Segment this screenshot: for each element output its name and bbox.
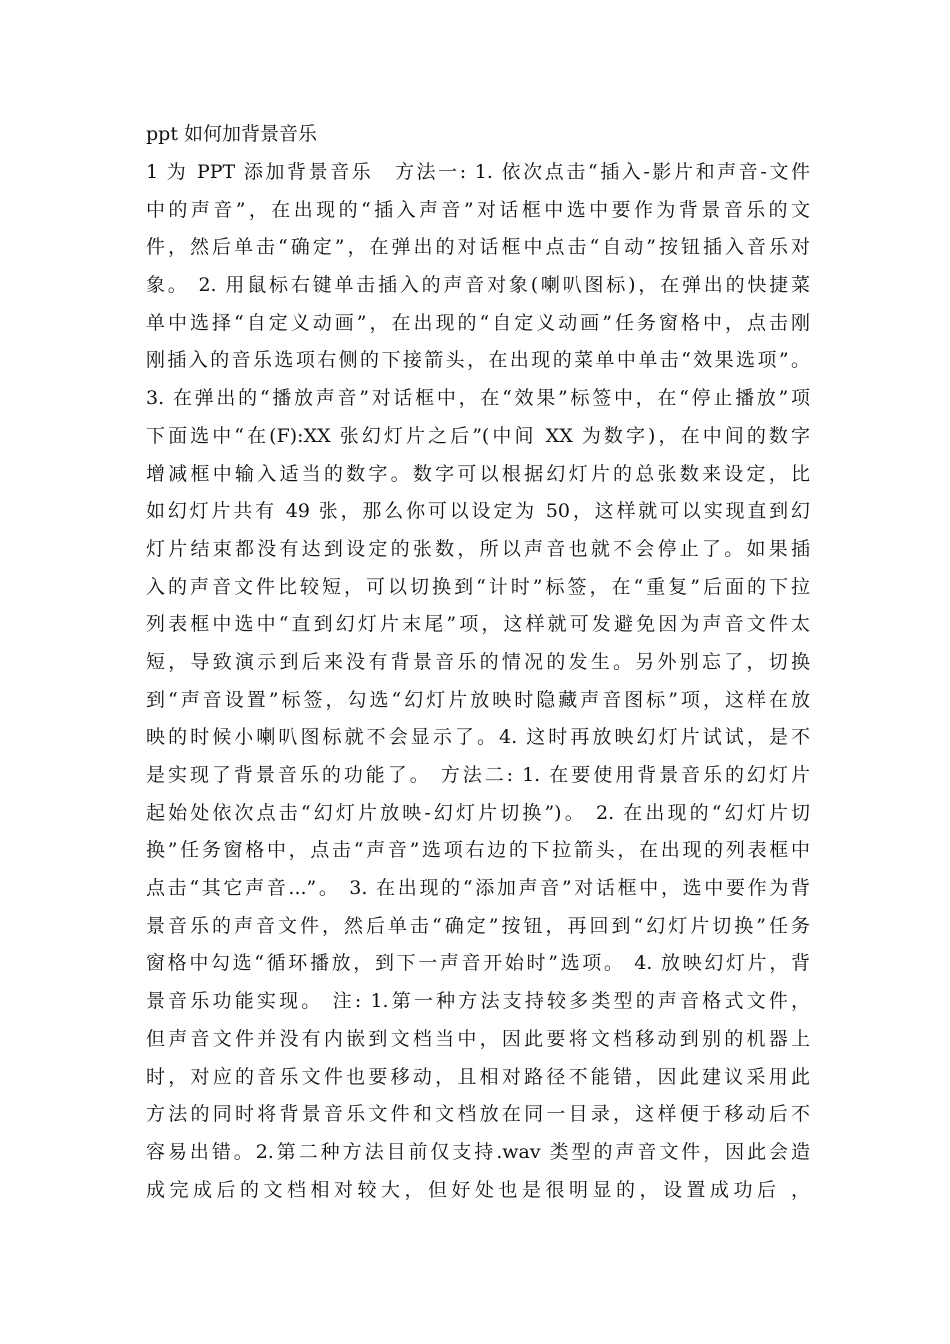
- document-line: 刚插入的音乐选项右侧的下接箭头，在出现的菜单中单击“效果选项”。: [146, 349, 810, 372]
- document-title: ppt 如何加背景音乐: [146, 123, 318, 145]
- document-line: 3. 在弹出的“播放声音”对话框中，在“效果”标签中，在“停止播放”项: [146, 387, 810, 410]
- document-line: 起始处依次点击“幻灯片放映-幻灯片切换”)。 2. 在出现的“幻灯片切: [146, 801, 810, 824]
- document-line: 1 为 PPT 添加背景音乐 方法一: 1. 依次点击“插入-影片和声音-文件: [146, 161, 810, 183]
- document-body: [146, 154, 810, 1209]
- document-line: 但声音文件并没有内嵌到文档当中，因此要将文档移动到别的机器上: [146, 1027, 810, 1050]
- document-line: 短，导致演示到后来没有背景音乐的情况的发生。另外别忘了，切换: [146, 650, 810, 673]
- document-line: 下面选中“在(F):XX 张幻灯片之后”(中间 XX 为数字)，在中间的数字: [146, 424, 810, 447]
- document-line: 景音乐功能实现。 注: 1.第一种方法支持较多类型的声音格式文件，: [146, 990, 810, 1013]
- document-line: 景音乐的声音文件，然后单击“确定”按钮，再回到“幻灯片切换”任务: [146, 914, 810, 937]
- document-line: 列表框中选中“直到幻灯片末尾”项，这样就可发避免因为声音文件太: [146, 613, 810, 636]
- document-line: 单中选择“自定义动画”，在出现的“自定义动画”任务窗格中，点击刚: [146, 311, 810, 334]
- document-line: 点击“其它声音...”。 3. 在出现的“添加声音”对话框中，选中要作为背: [146, 877, 810, 900]
- document-line: 增减框中输入适当的数字。数字可以根据幻灯片的总张数来设定，比: [146, 462, 810, 485]
- document-line: 象。 2. 用鼠标右键单击插入的声音对象(喇叭图标)，在弹出的快捷菜: [146, 274, 810, 297]
- document-line: 换”任务窗格中，点击“声音”选项右边的下拉箭头，在出现的列表框中: [146, 839, 810, 862]
- document-line: 时，对应的音乐文件也要移动，且相对路径不能错，因此建议采用此: [146, 1065, 810, 1088]
- document-line: 如幻灯片共有 49 张，那么你可以设定为 50，这样就可以实现直到幻: [146, 500, 810, 523]
- document-line: 映的时候小喇叭图标就不会显示了。4. 这时再放映幻灯片试试，是不: [146, 726, 810, 749]
- document-content: [146, 114, 810, 1209]
- document-line: 容易出错。2.第二种方法目前仅支持.wav 类型的声音文件，因此会造: [146, 1140, 810, 1163]
- document-line: 灯片结束都没有达到设定的张数，所以声音也就不会停止了。如果插: [146, 537, 810, 560]
- document-line: 入的声音文件比较短，可以切换到“计时”标签，在“重复”后面的下拉: [146, 575, 810, 598]
- document-line: 是实现了背景音乐的功能了。 方法二: 1. 在要使用背景音乐的幻灯片: [146, 764, 810, 786]
- document-line: 件，然后单击“确定”，在弹出的对话框中点击“自动”按钮插入音乐对: [146, 236, 810, 259]
- document-line: 中的声音”，在出现的“插入声音”对话框中选中要作为背景音乐的文: [146, 198, 810, 221]
- document-line: 窗格中勾选“循环播放，到下一声音开始时”选项。 4. 放映幻灯片，背: [146, 952, 810, 975]
- document-line: 成完成后的文档相对较大，但好处也是很明显的，设置成功后 ，: [146, 1178, 810, 1201]
- document-line: 方法的同时将背景音乐文件和文档放在同一目录，这样便于移动后不: [146, 1103, 810, 1126]
- document-line: 到“声音设置”标签，勾选“幻灯片放映时隐藏声音图标”项，这样在放: [146, 688, 810, 711]
